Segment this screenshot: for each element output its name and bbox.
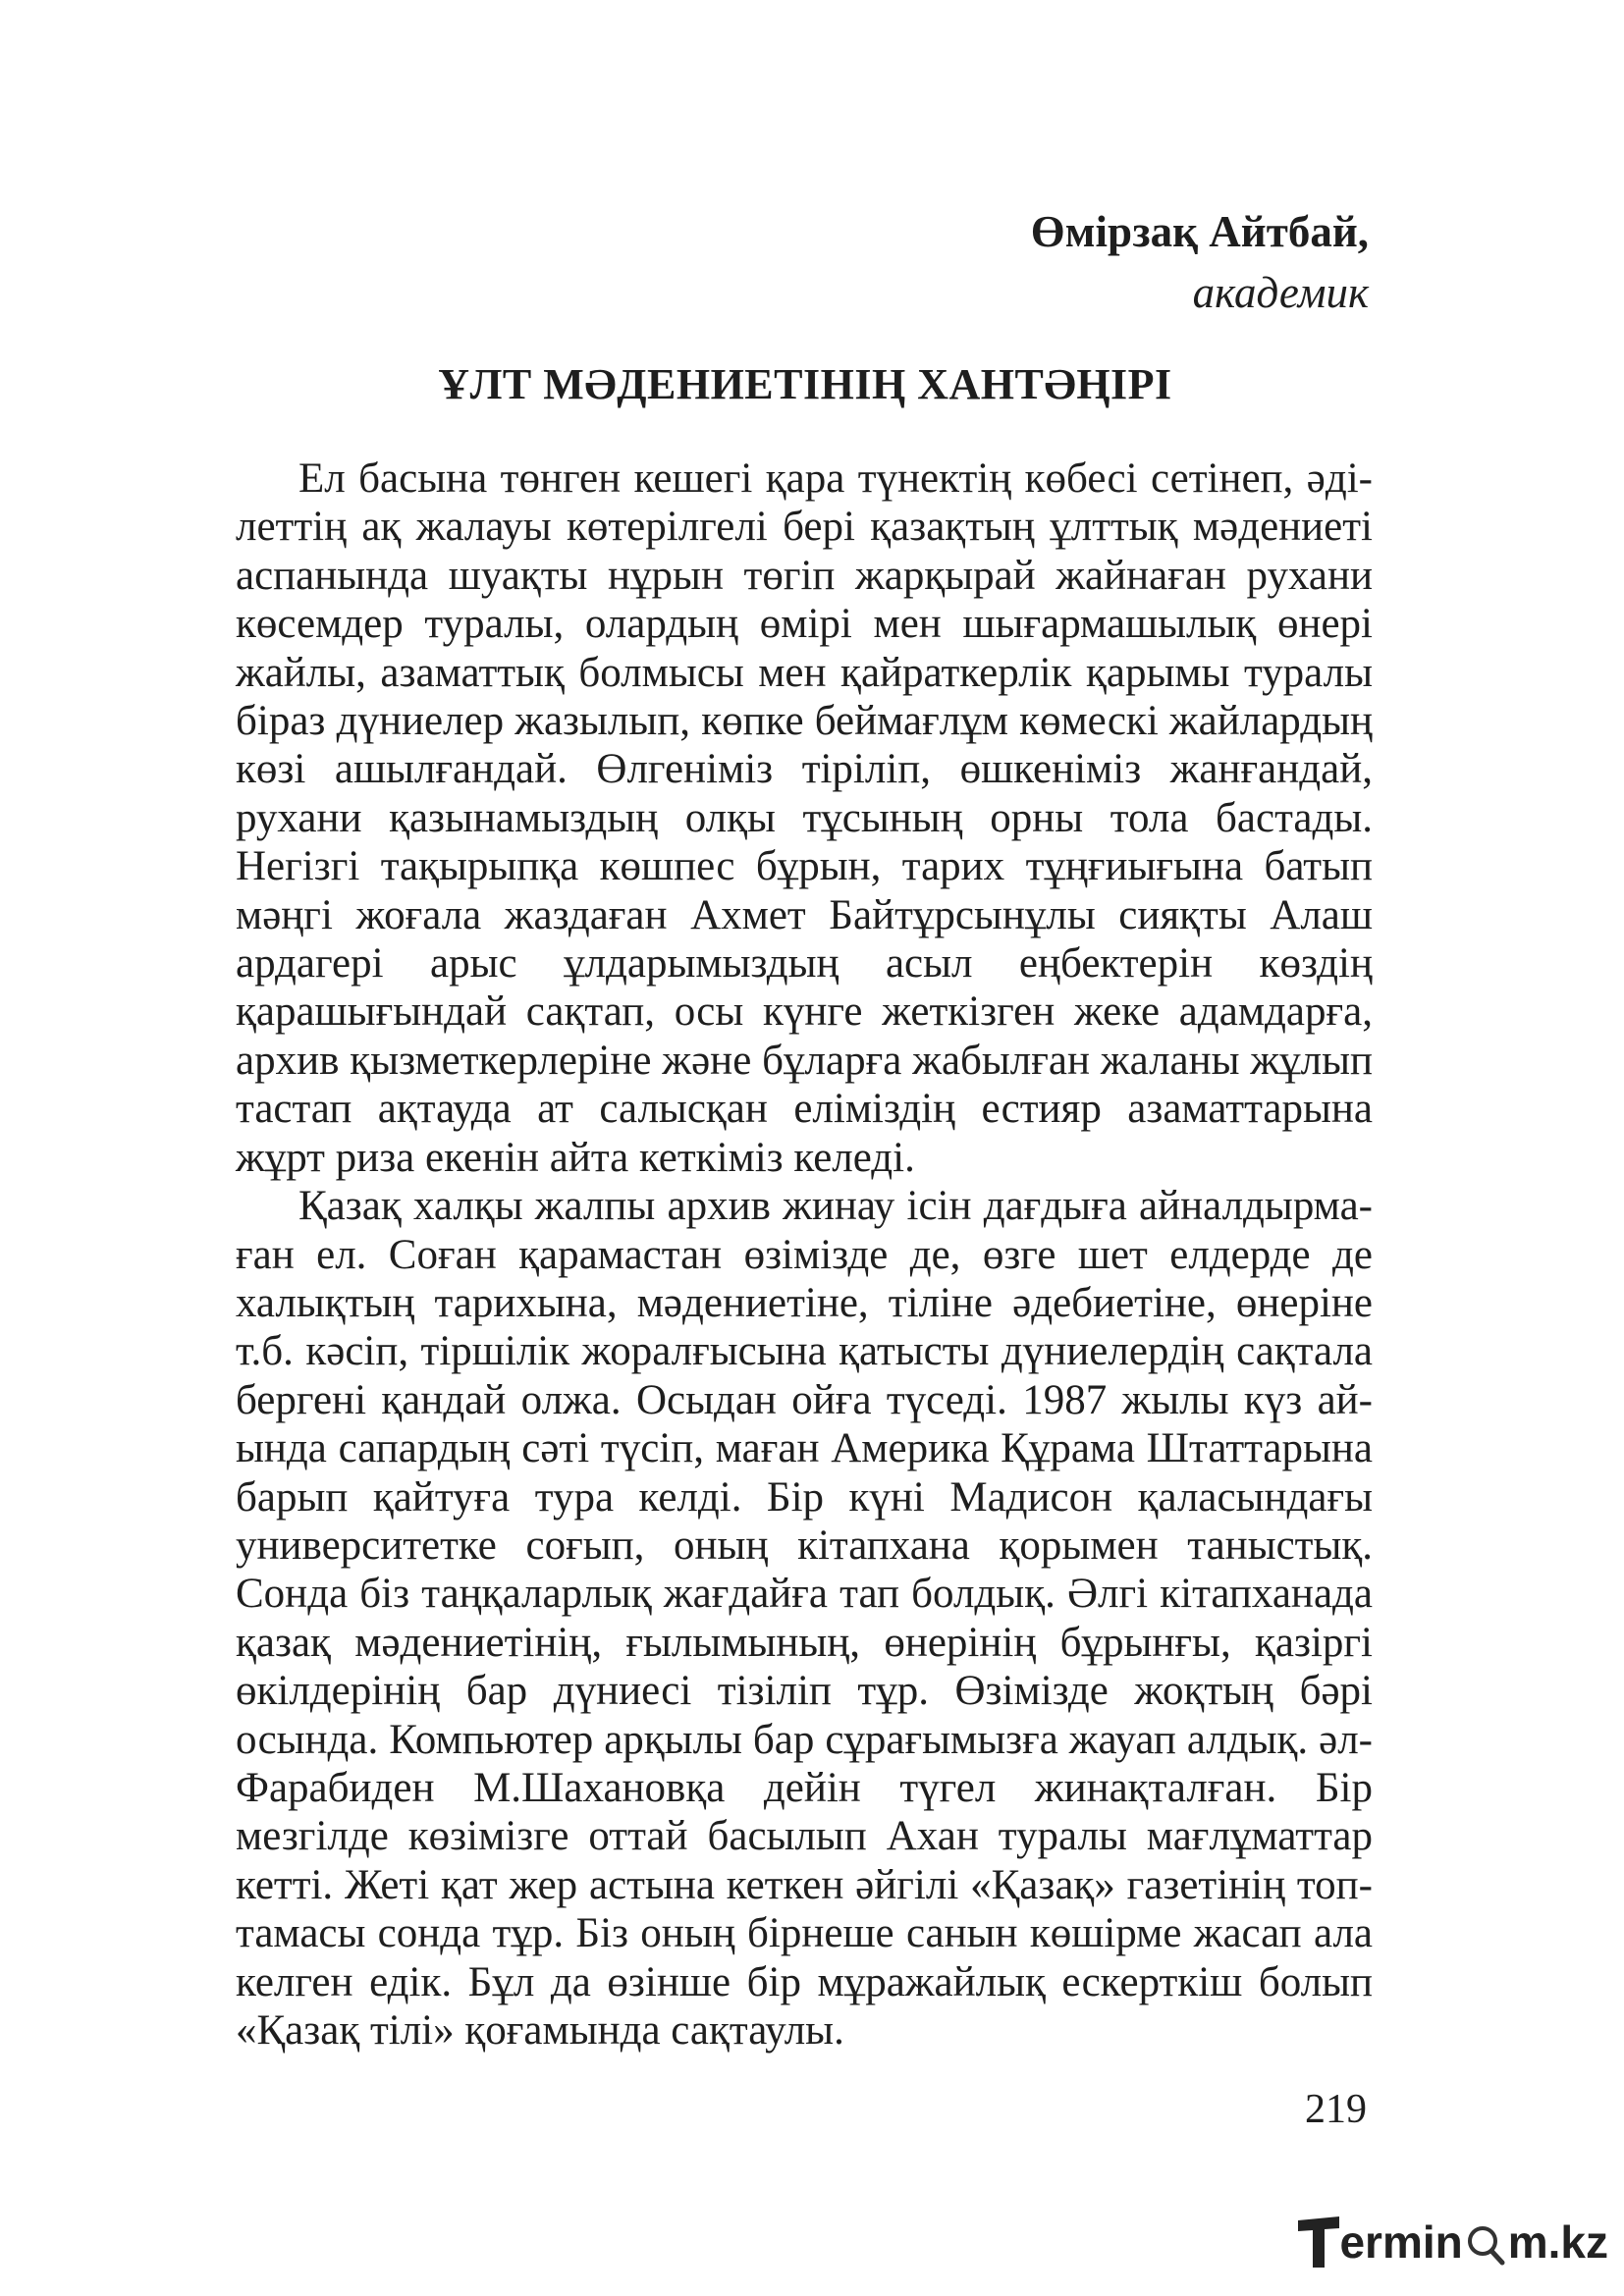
author-name: Өмірзақ Айтбай,	[1030, 207, 1369, 256]
paragraph-1: Ел басына төнген кешегі қара түнектің көбесі сетінеп, әділеттің ақ жалауы көтерілгелі бері қазақтың ұлттық мәдениеті аспанында шуақты нұрын төгіп жарқырай жайнаған рухани көсемдер туралы, олардың өмірі мен шығармашылық өнері жайлы, азаматтық болмысы мен қайраткерлік қарымы туралы біраз дүниелер жазылып, көпке беймағлұм көмескі жайлардың көзі ашылғандай. Өлгеніміз тіріліп, өшкеніміз жанғандай, рухани қазынамыздың олқы тұсының орны тола бастады. Негізгі тақырыпқа көшпес бұрын, тарих тұңғиығына батып мәңгі жоғала жаздаған Ахмет Байтұрсынұлы сияқты Алаш ардагері арыс ұлдарымыздың асыл еңбектерін көздің қарашығындай сақтап, осы күнге жеткізген жеке адамдарға, архив қызметкерлеріне және бұларға жабылған жаланы жұлып тастап ақтауда ат салысқан еліміздің естияр азаматтарына жұрт риза екенін айта кеткіміз келеді.	[236, 455, 1373, 1181]
t-logo-icon	[1298, 2215, 1339, 2269]
author-block	[1031, 201, 1369, 323]
page-number: 219	[1305, 2087, 1367, 2132]
article-body	[236, 454, 1373, 2055]
author-title: академик	[1192, 268, 1369, 317]
paragraph-2: Қазақ халқы жалпы архив жинау ісін дағдыға айналдырмаған ел. Соған қарамастан өзімізде де, өзге шет елдерде де халықтың тарихына, мәдениетіне, тіліне әдебиетіне, өнеріне т.б. кәсіп, тіршілік жоралғысына қатысты дүниелердің сақтала бергені қандай олжа. Осыдан ойға түседі. 1987 жылы күз айында сапардың сәті түсіп, маған Америка Құрама Штаттарына барып қайтуға тура келді. Бір күні Мадисон қаласындағы университетке соғып, оның кітапхана қорымен таныстық. Сонда біз таңқаларлық жағдайға тап болдық. Әлгі кітапханада қазақ мәдениетінің, ғылымының, өнерінің бұрынғы, қазіргі өкілдерінің бар дүниесі тізіліп тұр. Өзімізде жоқтың бәрі осында. Компьютер арқылы бар сұрағымызға жауап алдық. әл-Фарабиден М.Шахановқа дейін түгел жинақталған. Бір мезгілде көзімізге оттай басылып Ахан туралы мағлұматтар кетті. Жеті қат жер астына кеткен әйгілі «Қазақ» газетінің топтамасы сонда тұр. Біз оның бірнеше санын көшірме жасап ала келген едік. Бұл да өзінше бір мұражайлық ескерткіш болып «Қазақ тілі» қоғамында сақтаулы.	[236, 1183, 1373, 2054]
watermark-text-end: m.kz	[1507, 2216, 1608, 2268]
watermark-logo	[1298, 2208, 1608, 2276]
article-title: ҰЛТ МӘДЕНИЕТІНІҢ ХАНТӘҢІРІ	[438, 360, 1172, 408]
watermark-text-start: ermin	[1339, 2216, 1463, 2268]
magnifier-icon	[1463, 2217, 1508, 2267]
